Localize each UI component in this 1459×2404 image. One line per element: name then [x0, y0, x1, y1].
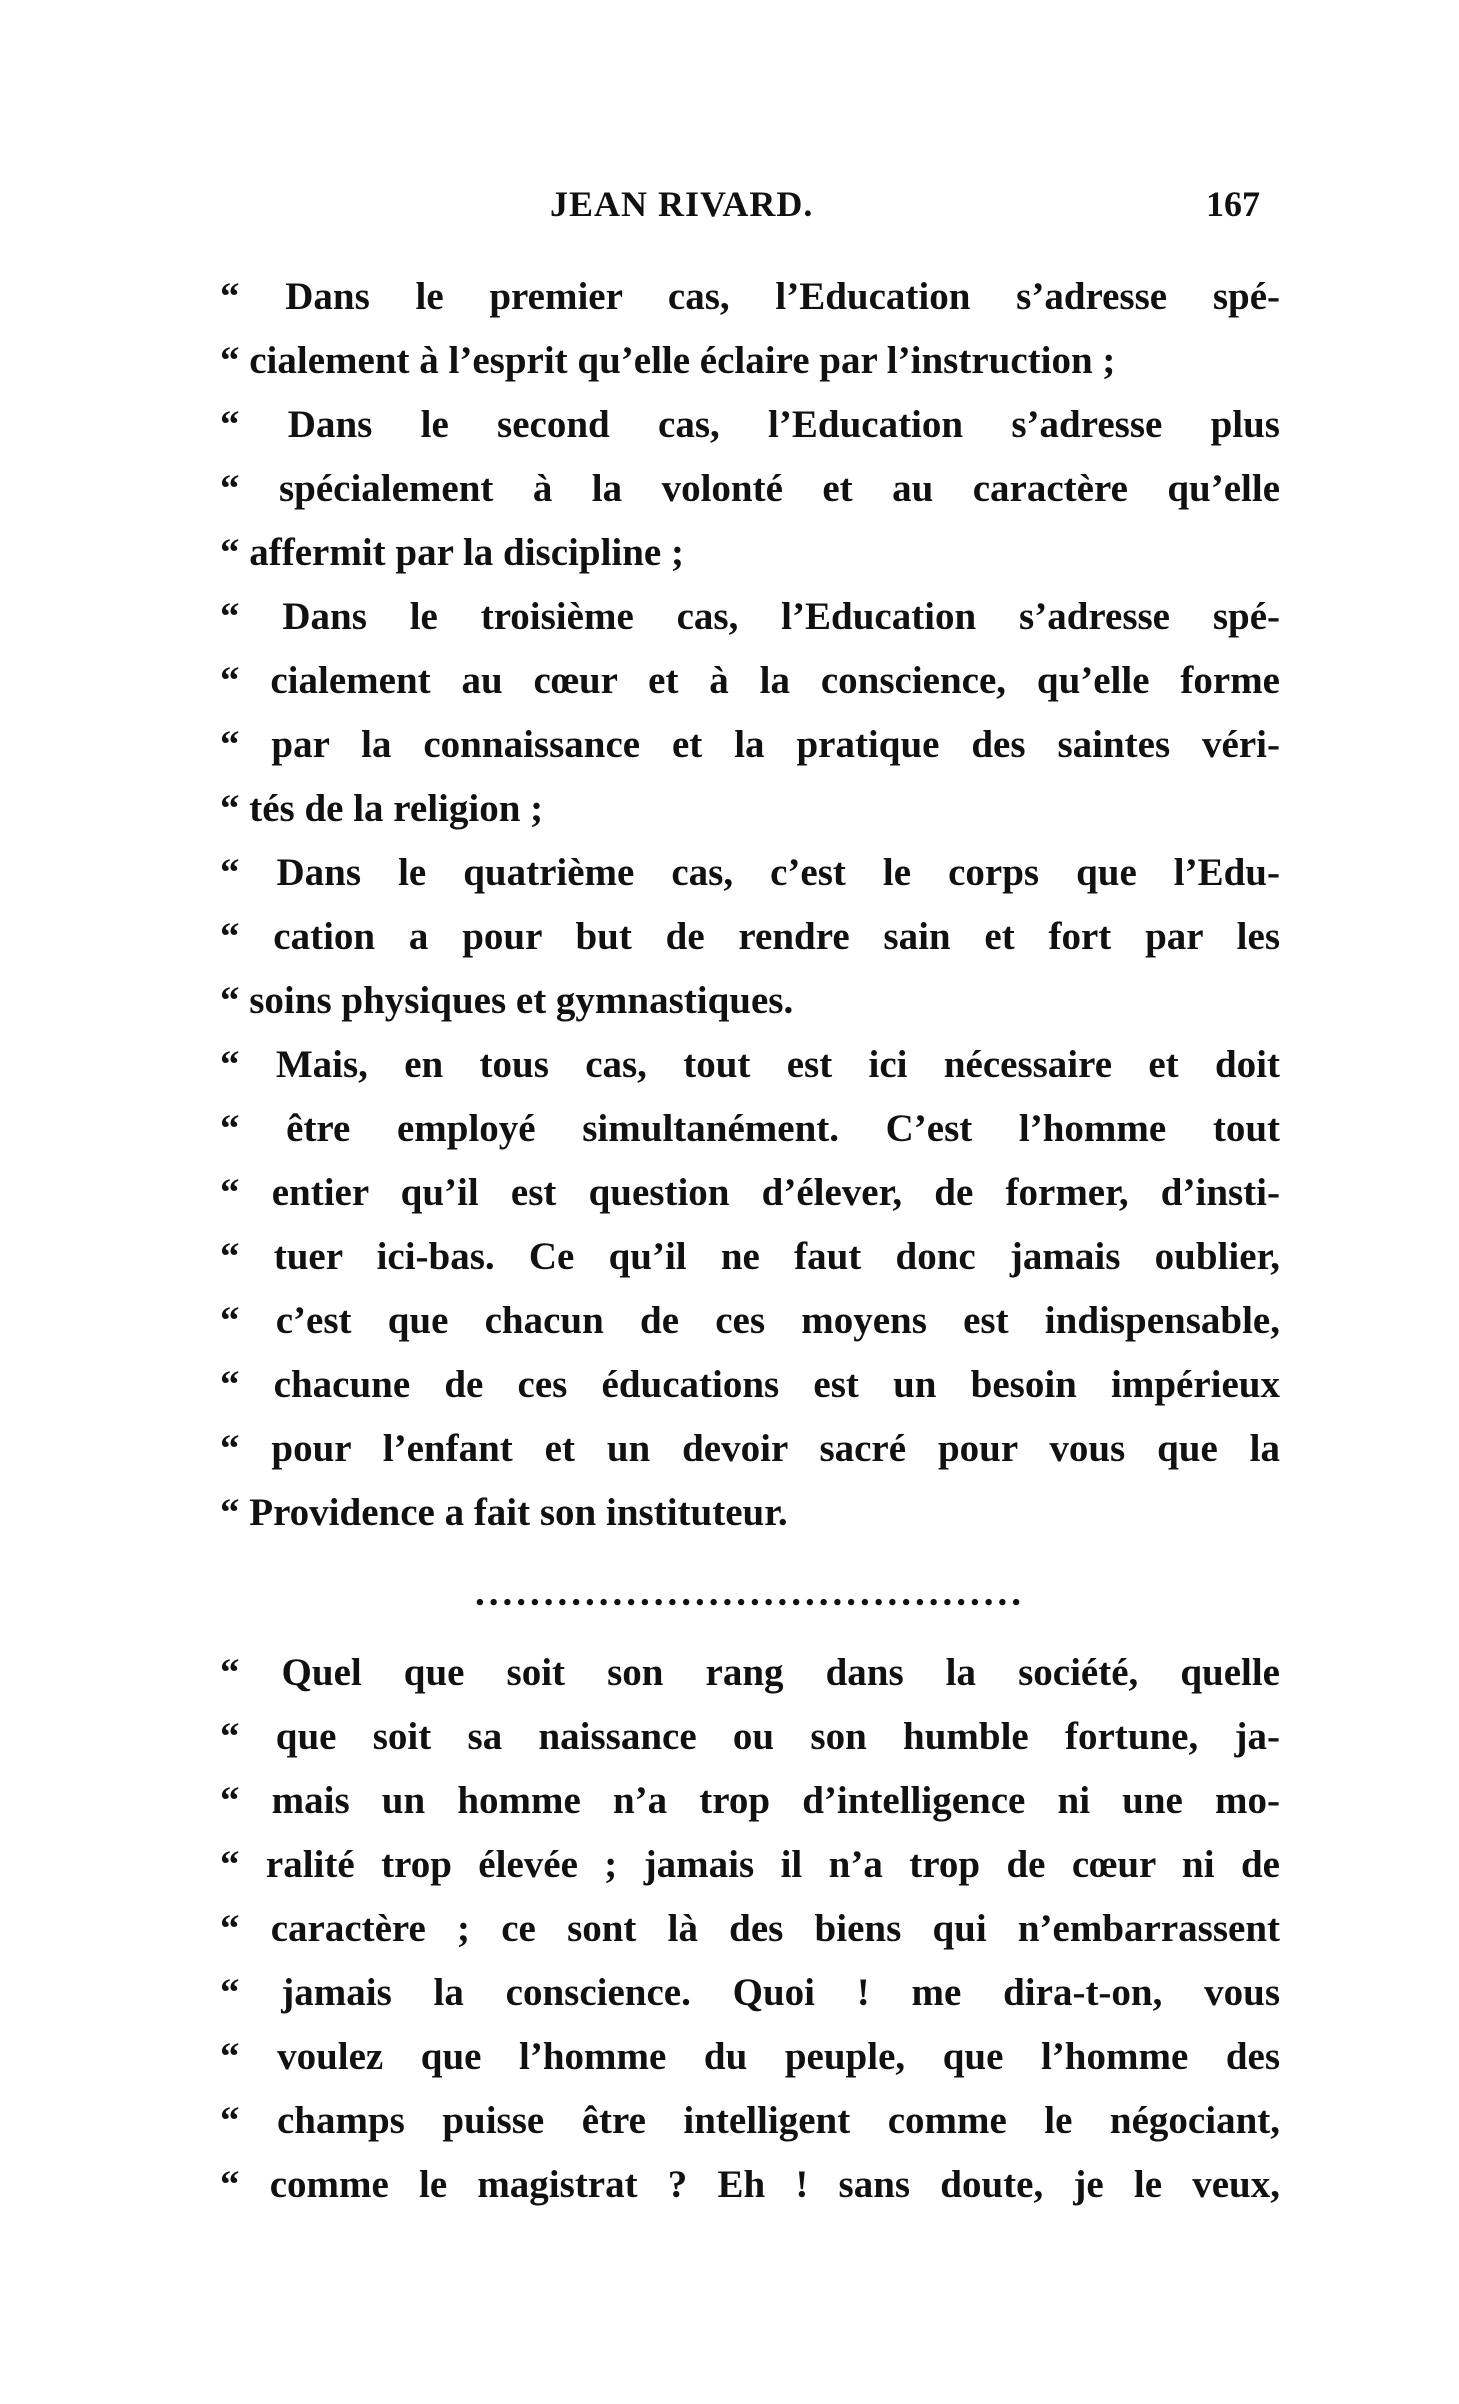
- text-line: “ c’est que chacun de ces moyens est indispensable,: [220, 1299, 1280, 1342]
- separator-dots: ........................................: [475, 1571, 1025, 1614]
- body-text: [220, 265, 1280, 2217]
- page-header: [220, 183, 1280, 243]
- text-line: “ tuer ici-bas. Ce qu’il ne faut donc jamais oublier,: [220, 1235, 1280, 1278]
- text-line: “ par la connaissance et la pratique des saintes véri-: [220, 723, 1280, 766]
- text-line: “ que soit sa naissance ou son humble fortune, ja-: [220, 1715, 1280, 1758]
- text-line: “ Quel que soit son rang dans la société, quelle: [220, 1651, 1280, 1694]
- text-line: “ Dans le second cas, l’Education s’adresse plus: [220, 403, 1280, 446]
- spacer: [220, 1625, 1280, 1641]
- text-line: “ cialement à l’esprit qu’elle éclaire par l’instruction ;: [220, 339, 1116, 382]
- text-line: “ champs puisse être intelligent comme le négociant,: [220, 2099, 1280, 2142]
- text-line: “ ralité trop élevée ; jamais il n’a trop de cœur ni de: [220, 1843, 1280, 1886]
- text-line: “ spécialement à la volonté et au caractère qu’elle: [220, 467, 1280, 510]
- text-line: “ être employé simultanément. C’est l’homme tout: [220, 1107, 1280, 1150]
- text-line: “ jamais la conscience. Quoi ! me dira-t-on, vous: [220, 1971, 1280, 2014]
- spacer: [220, 1545, 1280, 1561]
- text-line: “ Mais, en tous cas, tout est ici nécessaire et doit: [220, 1043, 1280, 1086]
- text-line: “ cation a pour but de rendre sain et fort par les: [220, 915, 1280, 958]
- text-line: “ caractère ; ce sont là des biens qui n’embarrassent: [220, 1907, 1280, 1950]
- text-line: “ Dans le troisième cas, l’Education s’adresse spé-: [220, 595, 1280, 638]
- text-line: “ comme le magistrat ? Eh ! sans doute, je le veux,: [220, 2163, 1280, 2206]
- running-title: JEAN RIVARD.: [550, 184, 814, 224]
- text-line: “ affermit par la discipline ;: [220, 531, 684, 574]
- text-line: “ chacune de ces éducations est un besoin impérieux: [220, 1363, 1280, 1406]
- text-line: “ cialement au cœur et à la conscience, qu’elle forme: [220, 659, 1280, 702]
- text-line: “ pour l’enfant et un devoir sacré pour vous que la: [220, 1427, 1280, 1470]
- text-line: “ Dans le premier cas, l’Education s’adresse spé-: [220, 275, 1280, 318]
- page-number: 167: [1206, 184, 1260, 224]
- text-line: “ mais un homme n’a trop d’intelligence ni une mo-: [220, 1779, 1280, 1822]
- text-line: “ Providence a fait son instituteur.: [220, 1491, 788, 1534]
- text-line: “ soins physiques et gymnastiques.: [220, 979, 794, 1022]
- text-line: “ voulez que l’homme du peuple, que l’homme des: [220, 2035, 1280, 2078]
- text-line: “ tés de la religion ;: [220, 787, 544, 830]
- text-line: “ Dans le quatrième cas, c’est le corps que l’Edu-: [220, 851, 1280, 894]
- text-line: “ entier qu’il est question d’élever, de former, d’insti-: [220, 1171, 1280, 1214]
